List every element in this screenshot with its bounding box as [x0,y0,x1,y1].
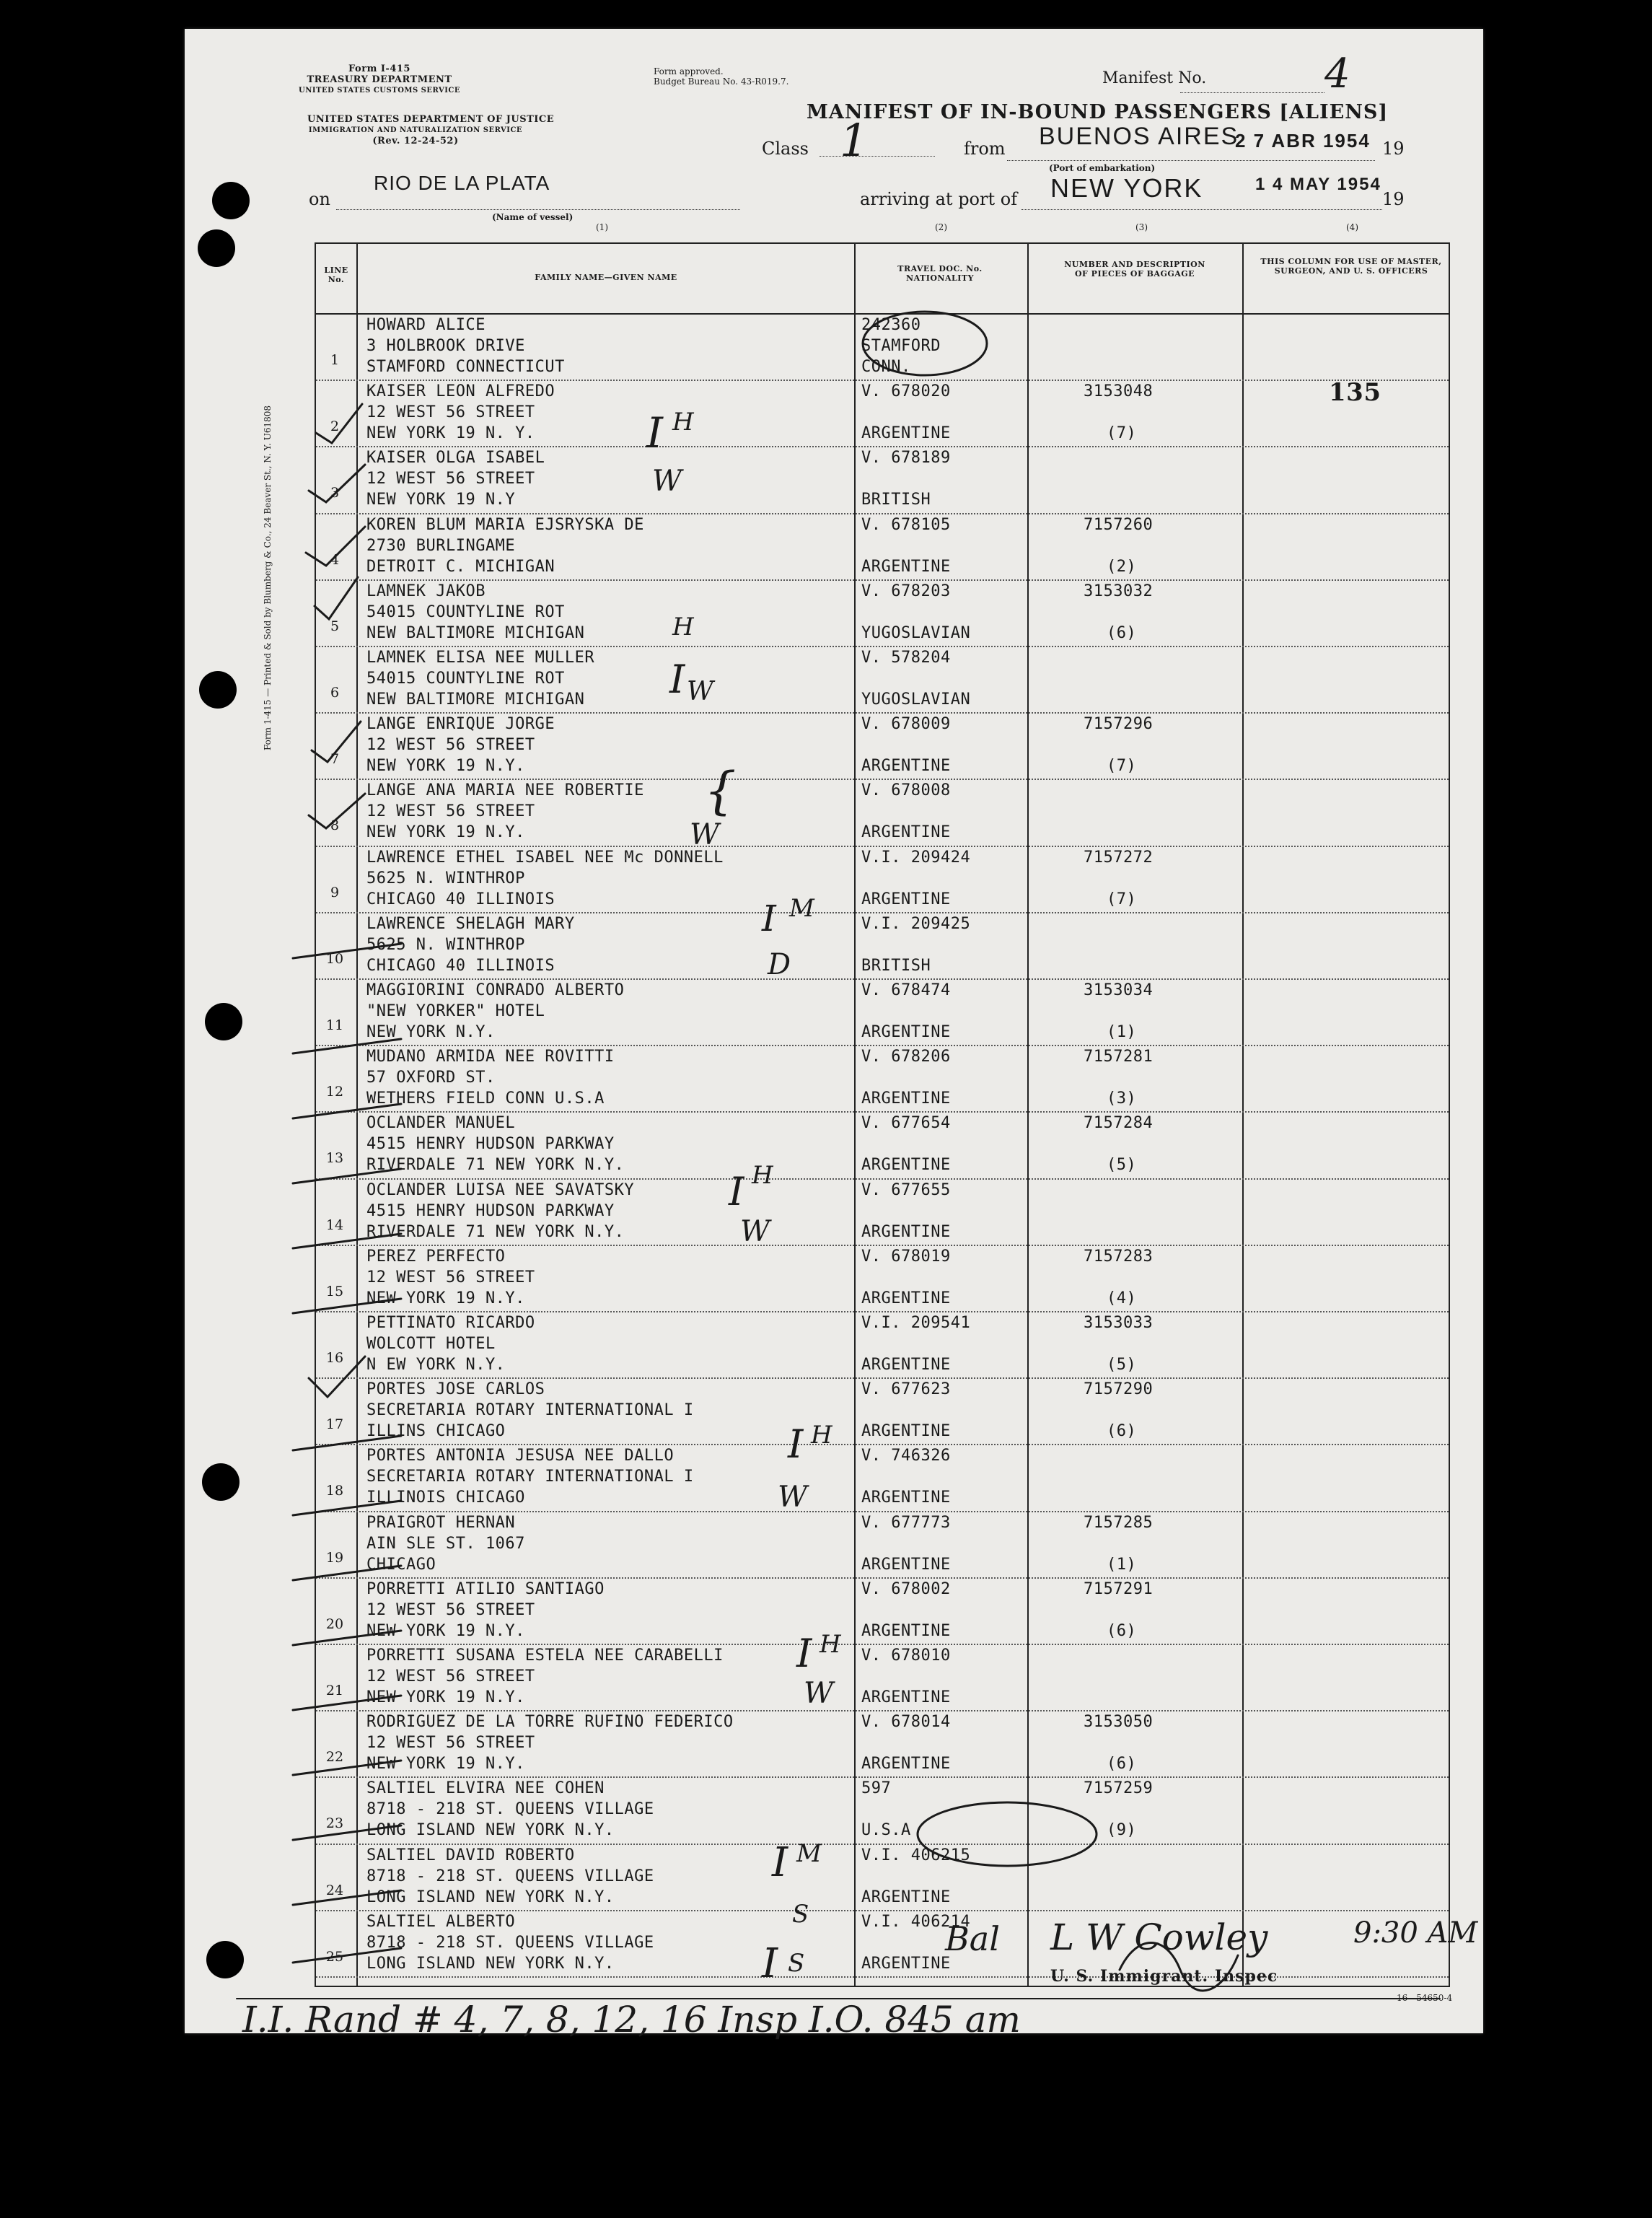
travel-doc-line: ARGENTINE [861,1356,951,1374]
passenger-name-address-line: PORRETTI ATILIO SANTIAGO [366,1579,605,1598]
passenger-name-address-line: KAISER LEON ALFREDO [366,382,555,401]
passenger-name-address-line: PORTES JOSE CARLOS [366,1380,545,1399]
travel-doc-line: V. 746326 [861,1447,951,1465]
bracket-mark: S [792,1900,809,1929]
arrival-date: 1 4 MAY 1954 [1255,175,1381,194]
passenger-name-address-line: ILLINS CHICAGO [366,1422,506,1441]
travel-doc-line: V. 578204 [861,649,951,667]
passenger-name-address-line: PEREZ PERFECTO [366,1247,506,1266]
passenger-name-address-line: DETROIT C. MICHIGAN [366,557,555,576]
line-number: 19 [325,1549,344,1566]
officer-note: 135 [1329,378,1381,408]
manifest-title: MANIFEST OF IN-BOUND PASSENGERS [ALIENS] [807,101,1389,123]
table-row [316,780,1449,846]
table-row [316,1312,1449,1379]
line-number: 15 [325,1283,344,1299]
year-suffix: 19 [1382,139,1405,159]
baggage-pieces: (5) [1107,1356,1137,1374]
passenger-name-address-line: KOREN BLUM MARIA EJSRYSKA DE [366,515,644,534]
passenger-name-address-line: 12 WEST 56 STREET [366,470,535,488]
class-line [820,156,935,157]
passenger-name-address-line: 54015 COUNTYLINE ROT [366,670,565,688]
baggage-pieces: (1) [1107,1023,1137,1041]
bracket-mark: W [804,1677,834,1710]
table-row [316,1711,1449,1778]
travel-doc-line: CONN. [861,358,911,376]
travel-doc-line: V. 678009 [861,715,951,734]
bracket-mark: H [811,1421,832,1450]
travel-doc-line: V. 678002 [861,1579,951,1598]
passenger-name-address-line: SALTIEL ELVIRA NEE COHEN [366,1779,605,1798]
travel-doc-line: V. 677773 [861,1513,951,1532]
from-line [1007,160,1375,161]
bracket-mark: H [672,408,694,437]
travel-doc-line: ARGENTINE [861,557,951,576]
baggage-number: 7157259 [1084,1779,1154,1798]
travel-doc-line: ARGENTINE [861,1422,951,1441]
passenger-table [315,242,1450,1987]
bracket-mark: W [690,818,720,851]
travel-doc-line: V.I. 209425 [861,914,971,933]
bracket-mark: M [796,1839,822,1868]
travel-doc-line: ARGENTINE [861,890,951,908]
table-row [316,447,1449,514]
budget-bureau: Budget Bureau No. 43-R019.7. [654,76,789,87]
passenger-name-address-line: STAMFORD CONNECTICUT [366,358,565,376]
justice-dept: UNITED STATES DEPARTMENT OF JUSTICE [307,114,555,125]
line-number: 7 [330,751,340,768]
punch-hole [202,1463,240,1501]
travel-doc-line: ARGENTINE [861,1621,951,1640]
table-row [316,913,1449,980]
passenger-name-address-line: 4515 HENRY HUDSON PARKWAY [366,1201,615,1220]
travel-doc-line: V.I. 209424 [861,848,971,867]
passenger-name-address-line: NEW YORK 19 N.Y. [366,1755,525,1774]
row-divider [316,1976,1449,1978]
bracket-mark: I [762,1940,778,1987]
travel-doc-line: V. 678206 [861,1048,951,1066]
col-header-officers: THIS COLUMN FOR USE OF MASTER, SURGEON, AND U. S. OFFICERS [1260,257,1442,276]
class-value: 1 [840,114,869,167]
travel-doc-line: ARGENTINE [861,1156,951,1175]
col-header-baggage: NUMBER AND DESCRIPTION OF PIECES OF BAGGAGE [1064,260,1205,279]
from-label: from [964,139,1006,159]
line-number: 5 [330,618,340,634]
table-row [316,378,1449,447]
col-num-4: (4) [1346,222,1358,232]
justice-block [307,114,555,146]
table-row [316,980,1449,1046]
passenger-name-address-line: AIN SLE ST. 1067 [366,1534,525,1553]
line-number: 23 [325,1815,344,1832]
travel-doc-line: STAMFORD [861,337,941,355]
line-number: 16 [325,1350,344,1366]
passenger-name-address-line: 57 OXFORD ST. [366,1069,496,1087]
bracket-mark: I [796,1631,812,1676]
baggage-number: 7157272 [1084,848,1154,867]
line-number: 20 [325,1616,344,1632]
col-num-1: (1) [596,222,608,232]
passenger-name-address-line: LONG ISLAND NEW YORK N.Y. [366,1888,615,1906]
form-approved: Form approved. [654,66,724,76]
class-label: Class [762,139,809,159]
passenger-name-address-line: 12 WEST 56 STREET [366,403,535,422]
travel-doc-line: V. 678014 [861,1713,951,1732]
travel-doc-line: V. 677654 [861,1114,951,1133]
travel-doc-line: V.I. 406215 [861,1846,971,1864]
baggage-pieces: (7) [1107,424,1137,443]
form-number: Form I-415 [348,63,410,74]
passenger-name-address-line: LAWRENCE ETHEL ISABEL NEE Mc DONNELL [366,848,724,867]
passenger-name-address-line: NEW YORK 19 N.Y. [366,1289,525,1307]
passenger-name-address-line: OCLANDER LUISA NEE SAVATSKY [366,1180,635,1199]
passenger-name-address-line: RIVERDALE 71 NEW YORK N.Y. [366,1222,625,1241]
baggage-pieces: (3) [1107,1090,1137,1108]
bracket-mark: S [788,1949,805,1978]
table-row [316,1445,1449,1512]
passenger-name-address-line: LAMNEK ELISA NEE MULLER [366,649,595,667]
passenger-name-address-line: 5625 N. WINTHROP [366,935,525,954]
travel-doc-line: ARGENTINE [861,757,951,776]
print-code: 16—54650-4 [1397,1993,1453,2003]
side-print-text: Form 1-415 — Printed & Sold by Blumberg & Co., 24 Beaver St., N. Y. U61808 [263,405,273,750]
travel-doc-line: ARGENTINE [861,1688,951,1706]
inspector-title: U. S. Immigrant. Inspec [1050,1967,1278,1986]
col-header-doc: TRAVEL DOC. No. NATIONALITY [897,264,983,283]
table-row [316,1778,1449,1844]
baggage-pieces: (2) [1107,557,1137,576]
passenger-name-address-line: LANGE ENRIQUE JORGE [366,715,555,734]
table-row [316,1246,1449,1312]
inspector-time: 9:30 AM [1353,1916,1478,1950]
table-row [316,581,1449,647]
handwritten-note: I.I. Rand # 4, 7, 8, 12, 16 Insp I.O. 845 am [242,1999,1021,2041]
bracket-mark: { [704,761,737,820]
passenger-name-address-line: NEW YORK 19 N.Y. [366,1621,525,1640]
passenger-name-address-line: PETTINATO RICARDO [366,1314,535,1332]
inspector-signature: L W Cowley [1050,1916,1268,1958]
passenger-name-address-line: 54015 COUNTYLINE ROT [366,602,565,621]
baggage-pieces: (6) [1107,1755,1137,1774]
passenger-name-address-line: ILLINOIS CHICAGO [366,1489,525,1507]
manifest-page [185,29,1483,2041]
passenger-name-address-line: RODRIGUEZ DE LA TORRE RUFINO FEDERICO [366,1713,734,1732]
passenger-name-address-line: 2730 BURLINGAME [366,536,516,555]
bracket-mark: I [788,1421,804,1467]
travel-doc-line: V. 678105 [861,515,951,534]
col-header-name: FAMILY NAME—GIVEN NAME [535,273,677,282]
approval-block [654,66,788,87]
passenger-name-address-line: 4515 HENRY HUDSON PARKWAY [366,1135,615,1154]
line-number: 9 [330,884,340,900]
manifest-number: 4 [1324,51,1350,97]
passenger-name-address-line: 5625 N. WINTHROP [366,869,525,887]
table-row [316,847,1449,913]
table-row [316,1845,1449,1911]
passenger-name-address-line: 3 HOLBROOK DRIVE [366,337,525,355]
passenger-name-address-line: 12 WEST 56 STREET [366,802,535,821]
baggage-number: 7157296 [1084,715,1154,734]
travel-doc-line: 597 [861,1779,892,1798]
baggage-pieces: (5) [1107,1156,1137,1175]
line-number: 10 [325,950,344,967]
passenger-name-address-line: "NEW YORKER" HOTEL [366,1002,545,1020]
travel-doc-line: ARGENTINE [861,1289,951,1307]
bracket-mark: I [762,898,776,939]
manifest-no-line [1180,72,1324,93]
travel-doc-line: ARGENTINE [861,1888,951,1906]
vessel-name: RIO DE LA PLATA [374,172,550,194]
baggage-pieces: (1) [1107,1555,1137,1574]
table-row [316,1046,1449,1113]
punch-hole [199,671,237,709]
passenger-name-address-line: 8718 - 218 ST. QUEENS VILLAGE [366,1867,654,1885]
passenger-name-address-line: PRAIGROT HERNAN [366,1513,516,1532]
table-row [316,1512,1449,1579]
passenger-name-address-line: CHICAGO 40 ILLINOIS [366,890,555,908]
bracket-mark: I [669,657,685,702]
table-row [316,1911,1449,1978]
passenger-name-address-line: PORRETTI SUSANA ESTELA NEE CARABELLI [366,1647,724,1665]
line-number: 8 [330,817,340,834]
passenger-name-address-line: NEW YORK N.Y. [366,1023,496,1041]
table-row [316,1113,1449,1179]
arrival-port: NEW YORK [1050,173,1203,203]
baggage-number: 7157260 [1084,515,1154,534]
passenger-name-address-line: LONG ISLAND NEW YORK N.Y. [366,1954,615,1973]
passenger-name-address-line: LAWRENCE SHELAGH MARY [366,914,575,933]
line-number: 11 [325,1017,344,1033]
line-number: 4 [330,551,340,568]
passenger-name-address-line: N EW YORK N.Y. [366,1356,506,1374]
col-num-2: (2) [935,222,947,232]
travel-doc-line: V. 678203 [861,582,951,600]
punch-hole [198,229,235,267]
passenger-name-address-line: NEW YORK 19 N.Y. [366,823,525,842]
baggage-number: 3153032 [1084,582,1154,600]
passenger-name-address-line: CHICAGO 40 ILLINOIS [366,956,555,975]
bracket-mark: H [820,1630,841,1659]
travel-doc-line: ARGENTINE [861,424,951,443]
embark-date: 2 7 ABR 1954 [1235,130,1371,152]
bracket-mark: H [672,613,694,641]
passenger-name-address-line: KAISER OLGA ISABEL [366,449,545,468]
travel-doc-line: 242360 [861,316,921,334]
baggage-number: 7157291 [1084,1579,1154,1598]
passenger-name-address-line: 12 WEST 56 STREET [366,1667,535,1686]
treasury-dept: TREASURY DEPARTMENT [307,74,452,85]
travel-doc-line: V. 678020 [861,382,951,401]
col-header-line: LINE No. [324,266,348,284]
passenger-name-address-line: PORTES ANTONIA JESUSA NEE DALLO [366,1447,675,1465]
arrival-line [1021,209,1382,210]
passenger-name-address-line: MAGGIORINI CONRADO ALBERTO [366,981,625,999]
passenger-name-address-line: 8718 - 218 ST. QUEENS VILLAGE [366,1933,654,1952]
bracket-mark: W [652,465,682,498]
baggage-number: 3153033 [1084,1314,1154,1332]
baggage-pieces: (4) [1107,1289,1137,1307]
passenger-name-address-line: 12 WEST 56 STREET [366,736,535,755]
bracket-mark: I [772,1839,788,1886]
travel-doc-line: BRITISH [861,956,931,975]
passenger-name-address-line: LAMNEK JAKOB [366,582,486,600]
travel-doc-line: ARGENTINE [861,1489,951,1507]
manifest-no-label: Manifest No. [1102,69,1207,87]
punch-hole [212,182,250,219]
travel-doc-line: ARGENTINE [861,823,951,842]
baggage-pieces: (6) [1107,623,1137,642]
bracket-mark: H [752,1161,773,1190]
line-number: 12 [325,1084,344,1100]
table-row [316,1379,1449,1445]
travel-doc-line: V. 678010 [861,1647,951,1665]
passenger-name-address-line: MUDANO ARMIDA NEE ROVITTI [366,1048,615,1066]
table-row [316,1579,1449,1645]
passenger-name-address-line: 12 WEST 56 STREET [366,1600,535,1619]
travel-doc-line: ARGENTINE [861,1555,951,1574]
baggage-number: 7157283 [1084,1247,1154,1266]
travel-doc-line: V. 678008 [861,781,951,800]
table-row [316,514,1449,581]
travel-doc-line: ARGENTINE [861,1222,951,1241]
passenger-name-address-line: NEW YORK 19 N.Y. [366,1688,525,1706]
bracket-mark: W [778,1481,808,1514]
passenger-name-address-line: NEW YORK 19 N.Y [366,491,516,509]
baggage-pieces: (7) [1107,890,1137,908]
passenger-name-address-line: LANGE ANA MARIA NEE ROBERTIE [366,781,644,800]
line-number: 18 [325,1483,344,1499]
passenger-name-address-line: RIVERDALE 71 NEW YORK N.Y. [366,1156,625,1175]
baggage-pieces: (6) [1107,1621,1137,1640]
travel-doc-line: ARGENTINE [861,1954,951,1973]
line-number: 25 [325,1948,344,1965]
table-row [316,1645,1449,1711]
bracket-mark: D [768,948,791,981]
ins-service: IMMIGRATION AND NATURALIZATION SERVICE [308,126,523,134]
passenger-name-address-line: NEW YORK 19 N. Y. [366,424,535,443]
travel-doc-line: V. 677655 [861,1180,951,1199]
baggage-pieces: (7) [1107,757,1137,776]
vessel-caption: (Name of vessel) [492,212,574,222]
baggage-pieces: (6) [1107,1422,1137,1441]
line-number: 17 [325,1416,344,1433]
initials: Bal [945,1919,1000,1958]
line-number: 1 [330,352,340,368]
bracket-mark: I [729,1169,744,1214]
col-num-3: (3) [1135,222,1148,232]
travel-doc-line: V. 678019 [861,1247,951,1266]
passenger-name-address-line: SECRETARIA ROTARY INTERNATIONAL I [366,1468,694,1486]
punch-hole [206,1941,244,1978]
passenger-name-address-line: NEW BALTIMORE MICHIGAN [366,691,585,709]
revision: (Rev. 12-24-52) [372,136,459,146]
travel-doc-line: U.S.A [861,1821,911,1840]
travel-doc-line: V. 677623 [861,1380,951,1399]
bracket-mark: W [740,1215,770,1248]
passenger-name-address-line: SECRETARIA ROTARY INTERNATIONAL I [366,1401,694,1420]
table-row [316,647,1449,714]
bracket-mark: W [687,677,714,706]
baggage-number: 7157284 [1084,1114,1154,1133]
passenger-name-address-line: SALTIEL ALBERTO [366,1912,516,1931]
baggage-number: 7157290 [1084,1380,1154,1399]
passenger-name-address-line: 12 WEST 56 STREET [366,1268,535,1286]
travel-doc-line: ARGENTINE [861,1755,951,1774]
baggage-number: 3153048 [1084,382,1154,401]
baggage-number: 7157285 [1084,1513,1154,1532]
line-number: 3 [330,485,340,501]
travel-doc-line: BRITISH [861,491,931,509]
travel-doc-line: YUGOSLAVIAN [861,691,971,709]
baggage-number: 3153034 [1084,981,1154,999]
arrival-year-suffix: 19 [1382,189,1405,209]
line-number: 22 [325,1749,344,1766]
passenger-name-address-line: HOWARD ALICE [366,316,486,334]
line-number: 14 [325,1217,344,1233]
vessel-line [336,209,740,210]
bracket-mark: I [646,408,663,457]
passenger-name-address-line: CHICAGO [366,1555,436,1574]
passenger-name-address-line: LONG ISLAND NEW YORK N.Y. [366,1821,615,1840]
punch-hole [205,1003,242,1040]
passenger-name-address-line: 12 WEST 56 STREET [366,1734,535,1753]
travel-doc-line: V. 678474 [861,981,951,999]
travel-doc-line: V. 678189 [861,449,951,468]
on-label: on [309,189,330,209]
arriving-label: arriving at port of [860,189,1018,209]
travel-doc-line: V.I. 209541 [861,1314,971,1332]
passenger-name-address-line: 8718 - 218 ST. QUEENS VILLAGE [366,1800,654,1819]
passenger-name-address-line: NEW YORK 19 N.Y. [366,757,525,776]
passenger-name-address-line: WOLCOTT HOTEL [366,1335,496,1353]
embark-port: BUENOS AIRES [1039,123,1239,150]
travel-doc-line: ARGENTINE [861,1090,951,1108]
travel-doc-line: V.I. 406214 [861,1912,971,1931]
passenger-name-address-line: WETHERS FIELD CONN U.S.A [366,1090,605,1108]
baggage-pieces: (9) [1107,1821,1137,1840]
table-row [316,315,1449,381]
line-number: 2 [330,418,340,435]
passenger-name-address-line: NEW BALTIMORE MICHIGAN [366,623,585,642]
table-row [316,1180,1449,1246]
baggage-number: 3153050 [1084,1713,1154,1732]
travel-doc-line: YUGOSLAVIAN [861,623,971,642]
table-row [316,714,1449,780]
line-number: 24 [325,1882,344,1898]
passenger-name-address-line: SALTIEL DAVID ROBERTO [366,1846,575,1864]
baggage-number: 7157281 [1084,1048,1154,1066]
bracket-mark: M [789,894,814,923]
line-number: 6 [330,685,340,701]
travel-doc-line: ARGENTINE [861,1023,951,1041]
line-number: 21 [325,1683,344,1698]
form-id-block [271,63,488,96]
passenger-name-address-line: OCLANDER MANUEL [366,1114,516,1133]
line-number: 13 [325,1150,344,1167]
port-embark-caption: (Port of embarkation) [1049,163,1156,173]
customs-service: UNITED STATES CUSTOMS SERVICE [299,87,460,95]
